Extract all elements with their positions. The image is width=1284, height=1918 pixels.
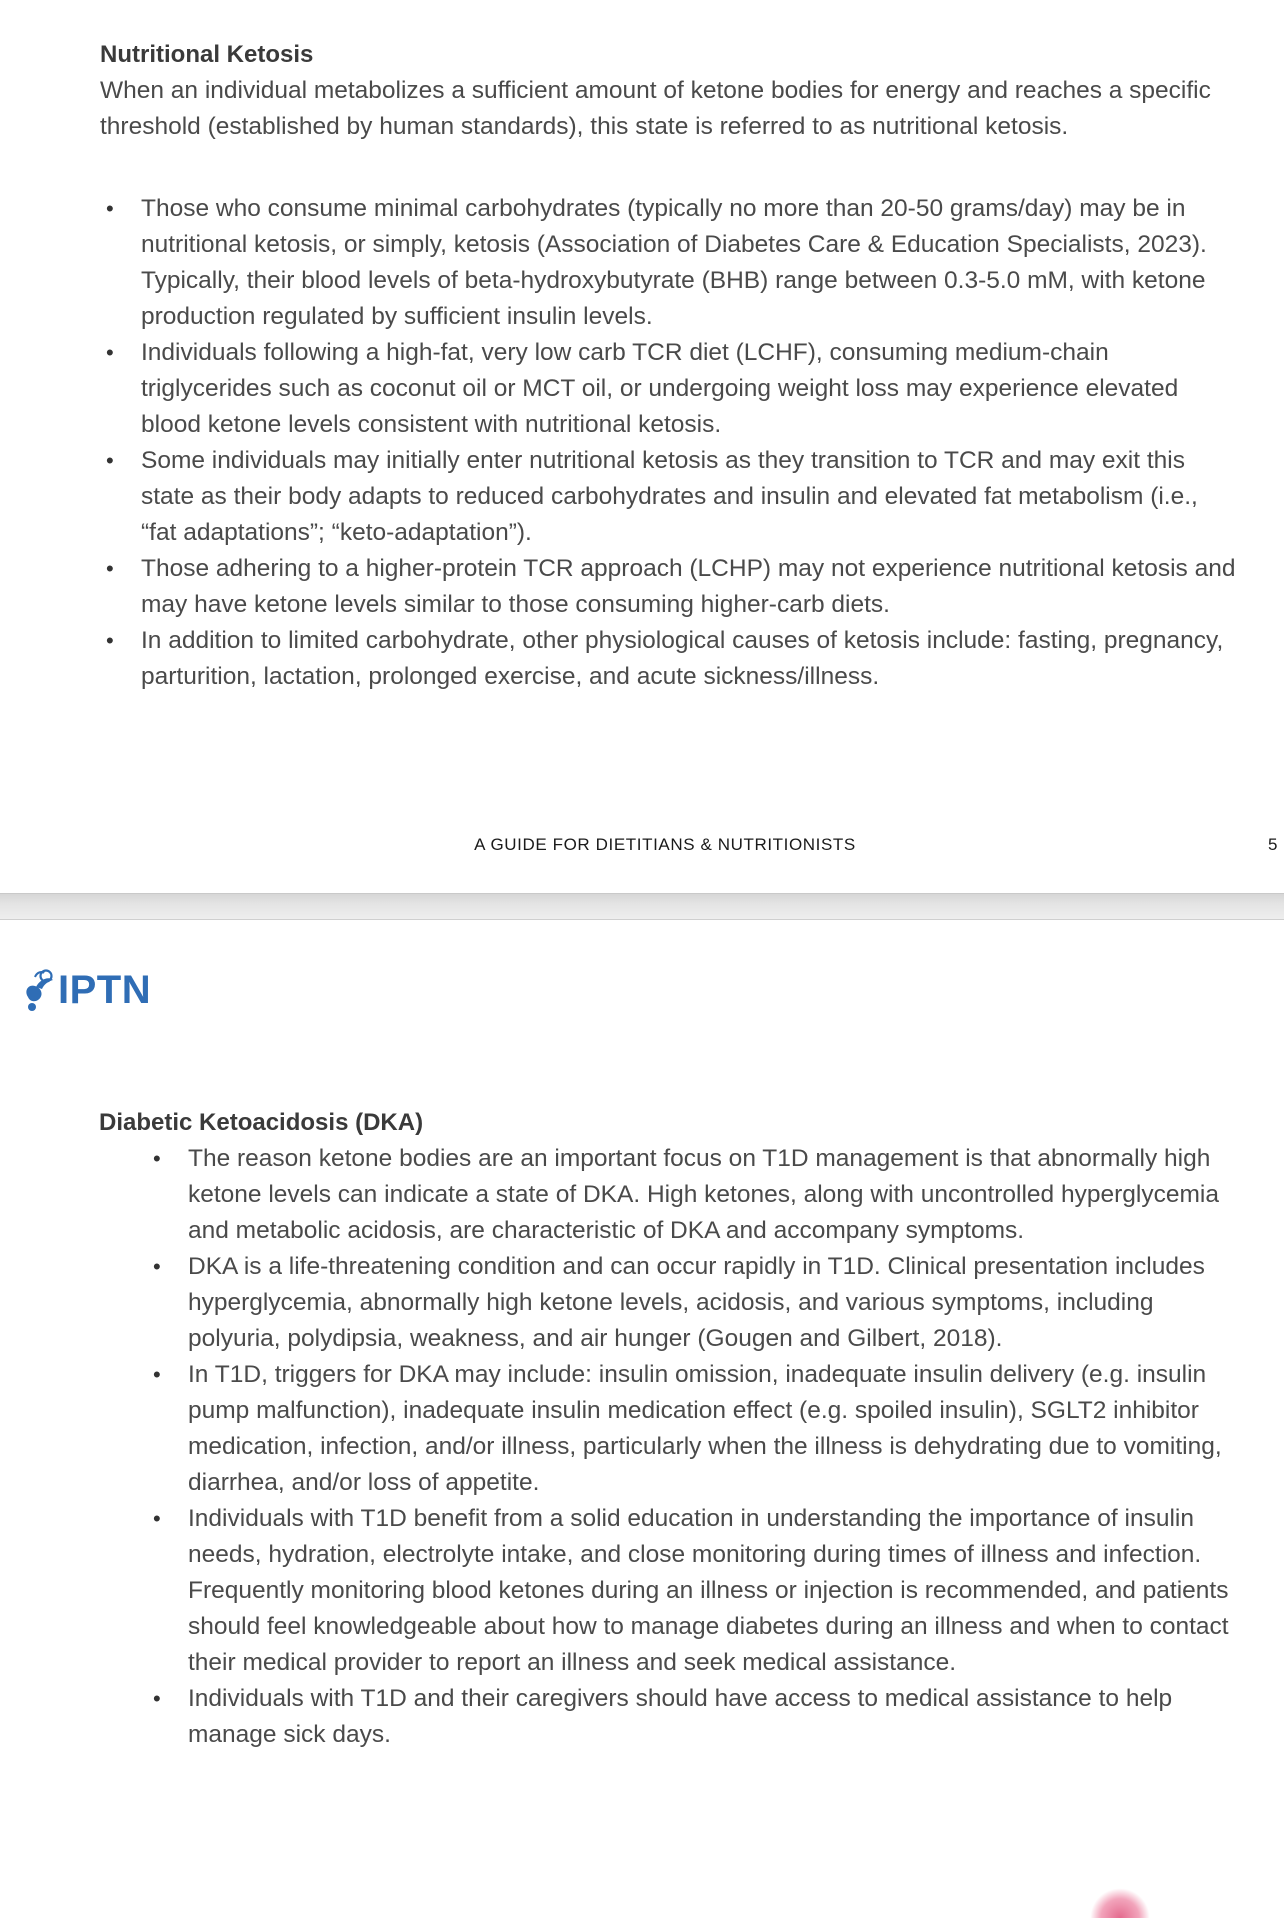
page-number: 5 <box>1268 835 1278 854</box>
dka-bullet-list <box>153 1141 1248 1753</box>
logo-text: IPTN <box>58 967 152 1012</box>
list-item-text: The reason ketone bodies are an important focus on T1D management is that abnormally high ketone levels can indicate a state of DKA. High ketones, along with uncontrolled hyperglycemia and metabolic acidosis, are characteristic of DKA and accompany symptoms. <box>188 1145 1219 1244</box>
list-item <box>153 1357 1248 1501</box>
list-item-text: DKA is a life-threatening condition and can occur rapidly in T1D. Clinical presentation includes hyperglycemia, abnormally high ketone levels, acidosis, and various symptoms, including polyuria, polydipsia, weakness, and air hunger (Gougen and Gilbert, 2018). <box>188 1253 1205 1352</box>
list-item-text: In T1D, triggers for DKA may include: insulin omission, inadequate insulin delivery (e.g. insulin pump malfunction), inadequate insulin medication effect (e.g. spoiled insulin), SGLT2 inhibitor medication, infection, and/or illness, particularly when the illness is dehydrating due to vomiting, diarrhea, and/or loss of appetite. <box>188 1361 1222 1496</box>
list-item <box>106 551 1236 623</box>
list-item <box>153 1681 1248 1753</box>
intro-paragraph: When an individual metabolizes a sufficient amount of ketone bodies for energy and reaches a specific threshold (established by human standards), this state is referred to as nutritional ketosis. <box>100 77 1211 140</box>
iptn-logo <box>22 965 151 1015</box>
page-5 <box>0 0 1284 893</box>
list-item-text: Those adhering to a higher-protein TCR approach (LCHP) may not experience nutritional ketosis and may have ketone levels similar to those consuming higher-carb diets. <box>141 555 1236 618</box>
section-heading-nutritional-ketosis: Nutritional Ketosis <box>100 41 314 68</box>
list-item <box>153 1249 1248 1357</box>
section-heading-dka: Diabetic Ketoacidosis (DKA) <box>99 1109 424 1136</box>
list-item-text: Individuals with T1D benefit from a solid education in understanding the importance of insulin needs, hydration, electrolyte intake, and close monitoring during times of illness and infection. Frequently monitoring blood ketones during an illness or injection is recommended, and patients should feel knowledgeable about how to manage diabetes during an illness and when to contact their medical provider to report an illness and seek medical assistance. <box>188 1505 1229 1676</box>
decorative-flower-icon <box>1090 1888 1150 1918</box>
list-item-text: Individuals with T1D and their caregivers should have access to medical assistance to help manage sick days. <box>188 1685 1173 1748</box>
bullet-icon: • <box>106 196 114 221</box>
list-item <box>106 443 1236 551</box>
list-item-text: Individuals following a high-fat, very low carb TCR diet (LCHF), consuming medium-chain triglycerides such as coconut oil or MCT oil, or undergoing weight loss may experience elevated blood ketone levels consistent with nutritional ketosis. <box>141 339 1179 438</box>
bullet-icon: • <box>106 556 114 581</box>
list-item-text: In addition to limited carbohydrate, other physiological causes of ketosis include: fasting, pregnancy, parturition, lactation, prolonged exercise, and acute sickness/illness. <box>141 627 1224 690</box>
list-item <box>153 1501 1248 1681</box>
page-separator <box>0 893 1284 920</box>
bullet-icon: • <box>153 1506 161 1531</box>
list-item-text: Those who consume minimal carbohydrates (typically no more than 20-50 grams/day) may be in nutritional ketosis, or simply, ketosis (Association of Diabetes Care & Education Specialists, 2023). Typically, their blood levels of beta-hydroxybutyrate (BHB) range between 0.3-5.0 mM, with ketone production regulated by sufficient insulin levels. <box>141 195 1207 330</box>
iptn-logo-icon <box>22 967 56 1013</box>
footer-guide-title: A GUIDE FOR DIETITIANS & NUTRITIONISTS <box>474 835 856 854</box>
bullet-icon: • <box>106 628 114 653</box>
ketosis-bullet-list <box>106 191 1236 695</box>
bullet-icon: • <box>153 1362 161 1387</box>
list-item <box>153 1141 1248 1249</box>
bullet-icon: • <box>106 448 114 473</box>
list-item <box>106 623 1236 695</box>
bullet-icon: • <box>153 1146 161 1171</box>
bullet-icon: • <box>153 1686 161 1711</box>
list-item-text: Some individuals may initially enter nutritional ketosis as they transition to TCR and may exit this state as their body adapts to reduced carbohydrates and insulin and elevated fat metabolism (i.e., “fat adaptations”; “keto-adaptation”). <box>141 447 1198 546</box>
list-item <box>106 191 1236 335</box>
bullet-icon: • <box>153 1254 161 1279</box>
page-6 <box>0 920 1284 1905</box>
bullet-icon: • <box>106 340 114 365</box>
list-item <box>106 335 1236 443</box>
